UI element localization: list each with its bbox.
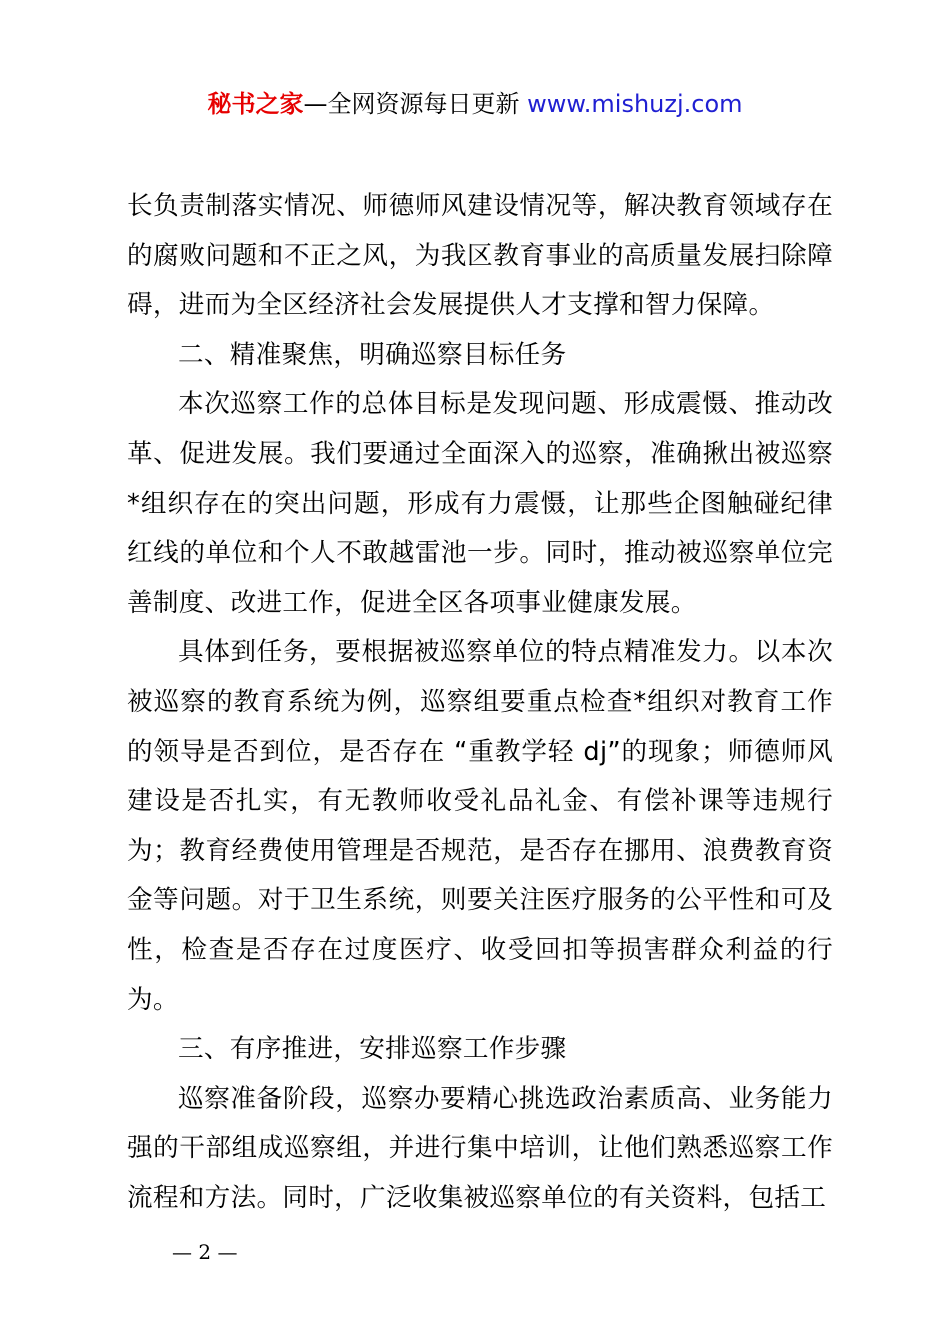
paragraph-continuation: 长负责制落实情况、师德师风建设情况等，解决教育领域存在的腐败问题和不正之风，为我区教育事业的高质量发展扫除障碍，进而为全区经济社会发展提供人才支撑和智力保障。 [127,191,833,321]
paragraph: 具体到任务，要根据被巡察单位的特点精准发力。以本次被巡察的教育系统为例，巡察组要重点检查*组织对教育工作的领导是否到位，是否存在 “重教学轻 dj”的现象；师德师风建设是否扎实，有无教师收受礼品礼金、有偿补课等违规行为；教育经费使用管理是否规范，是否存在挪用、浪费教育资金等问题。对于卫生系统，则要关注医疗服务的公平性和可及性，检查是否存在过度医疗、收受回扣等损害群众利益的行为。 [127,637,833,1015]
page-number: — 2 — [172,1240,238,1264]
section-heading-3: 三、有序推进，安排巡察工作步骤 [178,1034,567,1065]
paragraph: 巡察准备阶段，巡察办要精心挑选政治素质高、业务能力强的干部组成巡察组，并进行集中培训，让他们熟悉巡察工作流程和方法。同时，广泛收集被巡察单位的有关资料，包括工 [127,1083,833,1213]
brand-name: 秘书之家 [207,90,304,118]
document-body [127,182,833,1223]
header-tagline: —全网资源每日更新 [303,90,520,118]
section-heading-2: 二、精准聚焦，明确巡察目标任务 [178,339,567,370]
page-header [0,86,950,122]
paragraph: 本次巡察工作的总体目标是发现问题、形成震慑、推动改革、促进发展。我们要通过全面深入的巡察，准确揪出被巡察*组织存在的突出问题，形成有力震慑，让那些企图触碰纪律红线的单位和个人不敢越雷池一步。同时，推动被巡察单位完善制度、改进工作，促进全区各项事业健康发展。 [127,389,833,618]
website-link[interactable]: www.mishuzj.com [527,90,743,118]
